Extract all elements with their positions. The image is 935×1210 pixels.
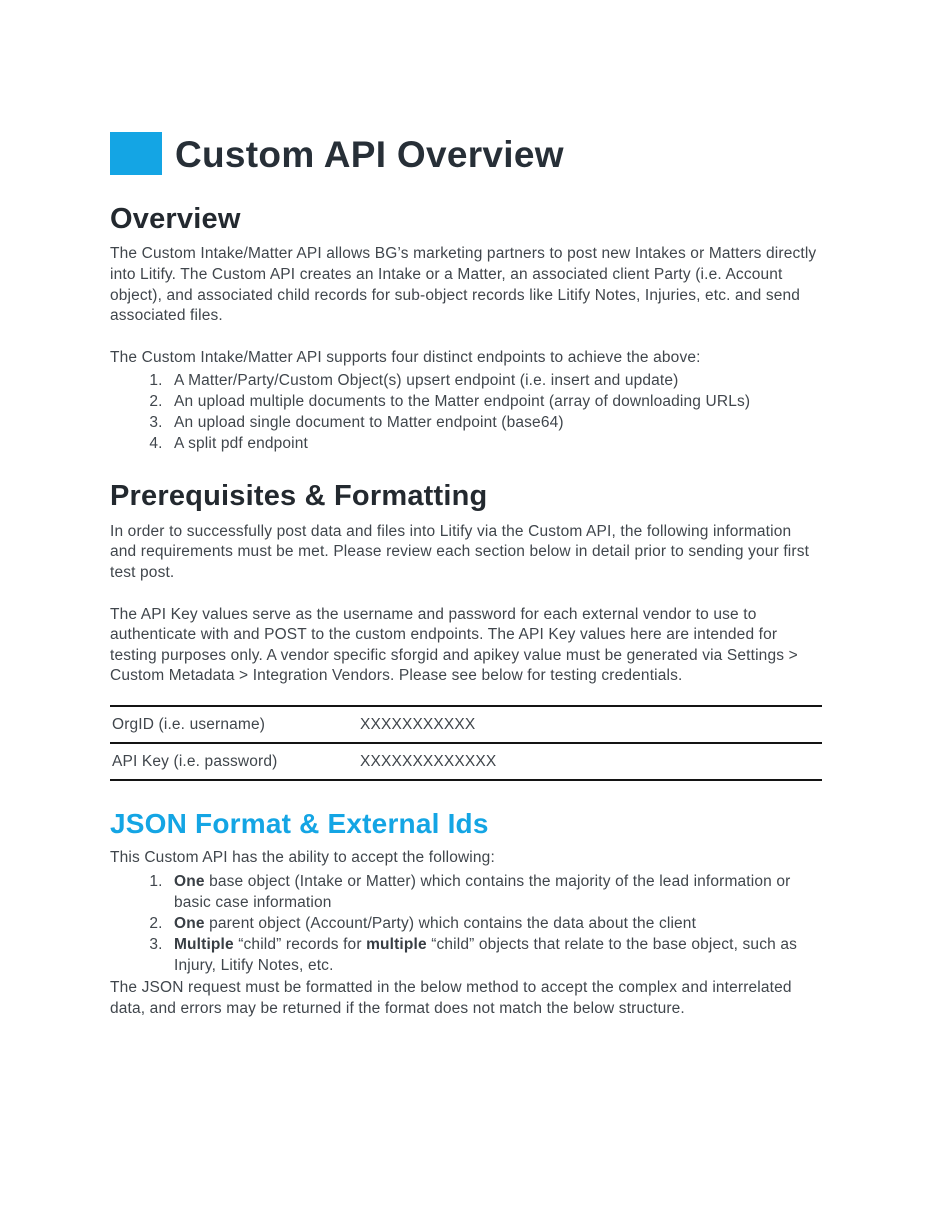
json-format-item-1: [167, 871, 822, 913]
bold-text: One: [174, 914, 205, 932]
table-row: [110, 743, 822, 780]
prerequisites-heading: Prerequisites & Formatting: [110, 480, 488, 513]
item-text: parent object (Account/Party) which contains the data about the client: [204, 914, 697, 932]
document-title: Custom API Overview: [175, 134, 564, 175]
item-text: base object (Intake or Matter) which contains the majority of the lead information or basic case information: [174, 872, 791, 911]
prerequisites-paragraph-2: The API Key values serve as the username and password for each external vendor to use to authenticate with and POST to the custom endpoints. The API Key values here are intended for testing purposes only. A vendor specific sforgid and apikey value must be generated via Settings > Custom Metadata > Integration Vendors. Please see below for testing credentials.: [110, 605, 798, 685]
endpoint-item-2: 2. An upload multiple documents to the Matter endpoint (array of downloading URLs): [167, 391, 822, 412]
json-format-outro: The JSON request must be formatted in the below method to accept the complex and interrelated data, and errors may be returned if the format does not match the below structure.: [110, 978, 792, 1017]
table-row: [110, 706, 822, 743]
apikey-value: XXXXXXXXXXXXX: [360, 743, 822, 780]
endpoint-item-3: 3. An upload single document to Matter endpoint (base64): [167, 412, 822, 433]
brand-square-icon: [110, 132, 162, 175]
orgid-value: XXXXXXXXXXX: [360, 715, 476, 733]
apikey-label: API Key (i.e. password): [110, 743, 360, 780]
bold-text: One: [174, 872, 205, 890]
endpoints-list: [110, 370, 822, 454]
json-format-list: [110, 871, 822, 976]
overview-heading: Overview: [110, 203, 241, 235]
credentials-table: [110, 705, 822, 781]
json-format-item-3: [167, 934, 822, 976]
document-content: [110, 0, 822, 1019]
overview-paragraph-1: The Custom Intake/Matter API allows BG’s marketing partners to post new Intakes or Matters directly into Litify. The Custom API creates an Intake or a Matter, an associated client Party (i.e. Account object), and associated child records for sub-object records like Litify Notes, Injuries, etc. and send associated files.: [110, 245, 817, 325]
item-text: “child” objects that relate to the base object, such as Injury, Litify Notes, etc.: [174, 935, 797, 974]
json-format-item-2: [167, 913, 822, 934]
document-title-row: [110, 132, 822, 175]
endpoint-item-1: 1. A Matter/Party/Custom Object(s) upsert endpoint (i.e. insert and update): [167, 370, 822, 391]
item-text: “child” records for: [233, 935, 367, 953]
json-format-heading: JSON Format & External Ids: [110, 808, 489, 839]
prerequisites-paragraph-1: In order to successfully post data and files into Litify via the Custom API, the following information and requirements must be met. Please review each section below in detail prior to sending your first test post.: [110, 522, 810, 582]
bold-text: multiple: [366, 935, 427, 953]
overview-paragraph-2: The Custom Intake/Matter API supports four distinct endpoints to achieve the above:: [110, 348, 701, 366]
endpoint-item-4: 4. A split pdf endpoint: [167, 433, 822, 454]
json-format-intro: This Custom API has the ability to accept the following:: [110, 849, 495, 867]
bold-text: Multiple: [174, 935, 234, 953]
orgid-label: OrgID (i.e. username): [112, 715, 266, 733]
